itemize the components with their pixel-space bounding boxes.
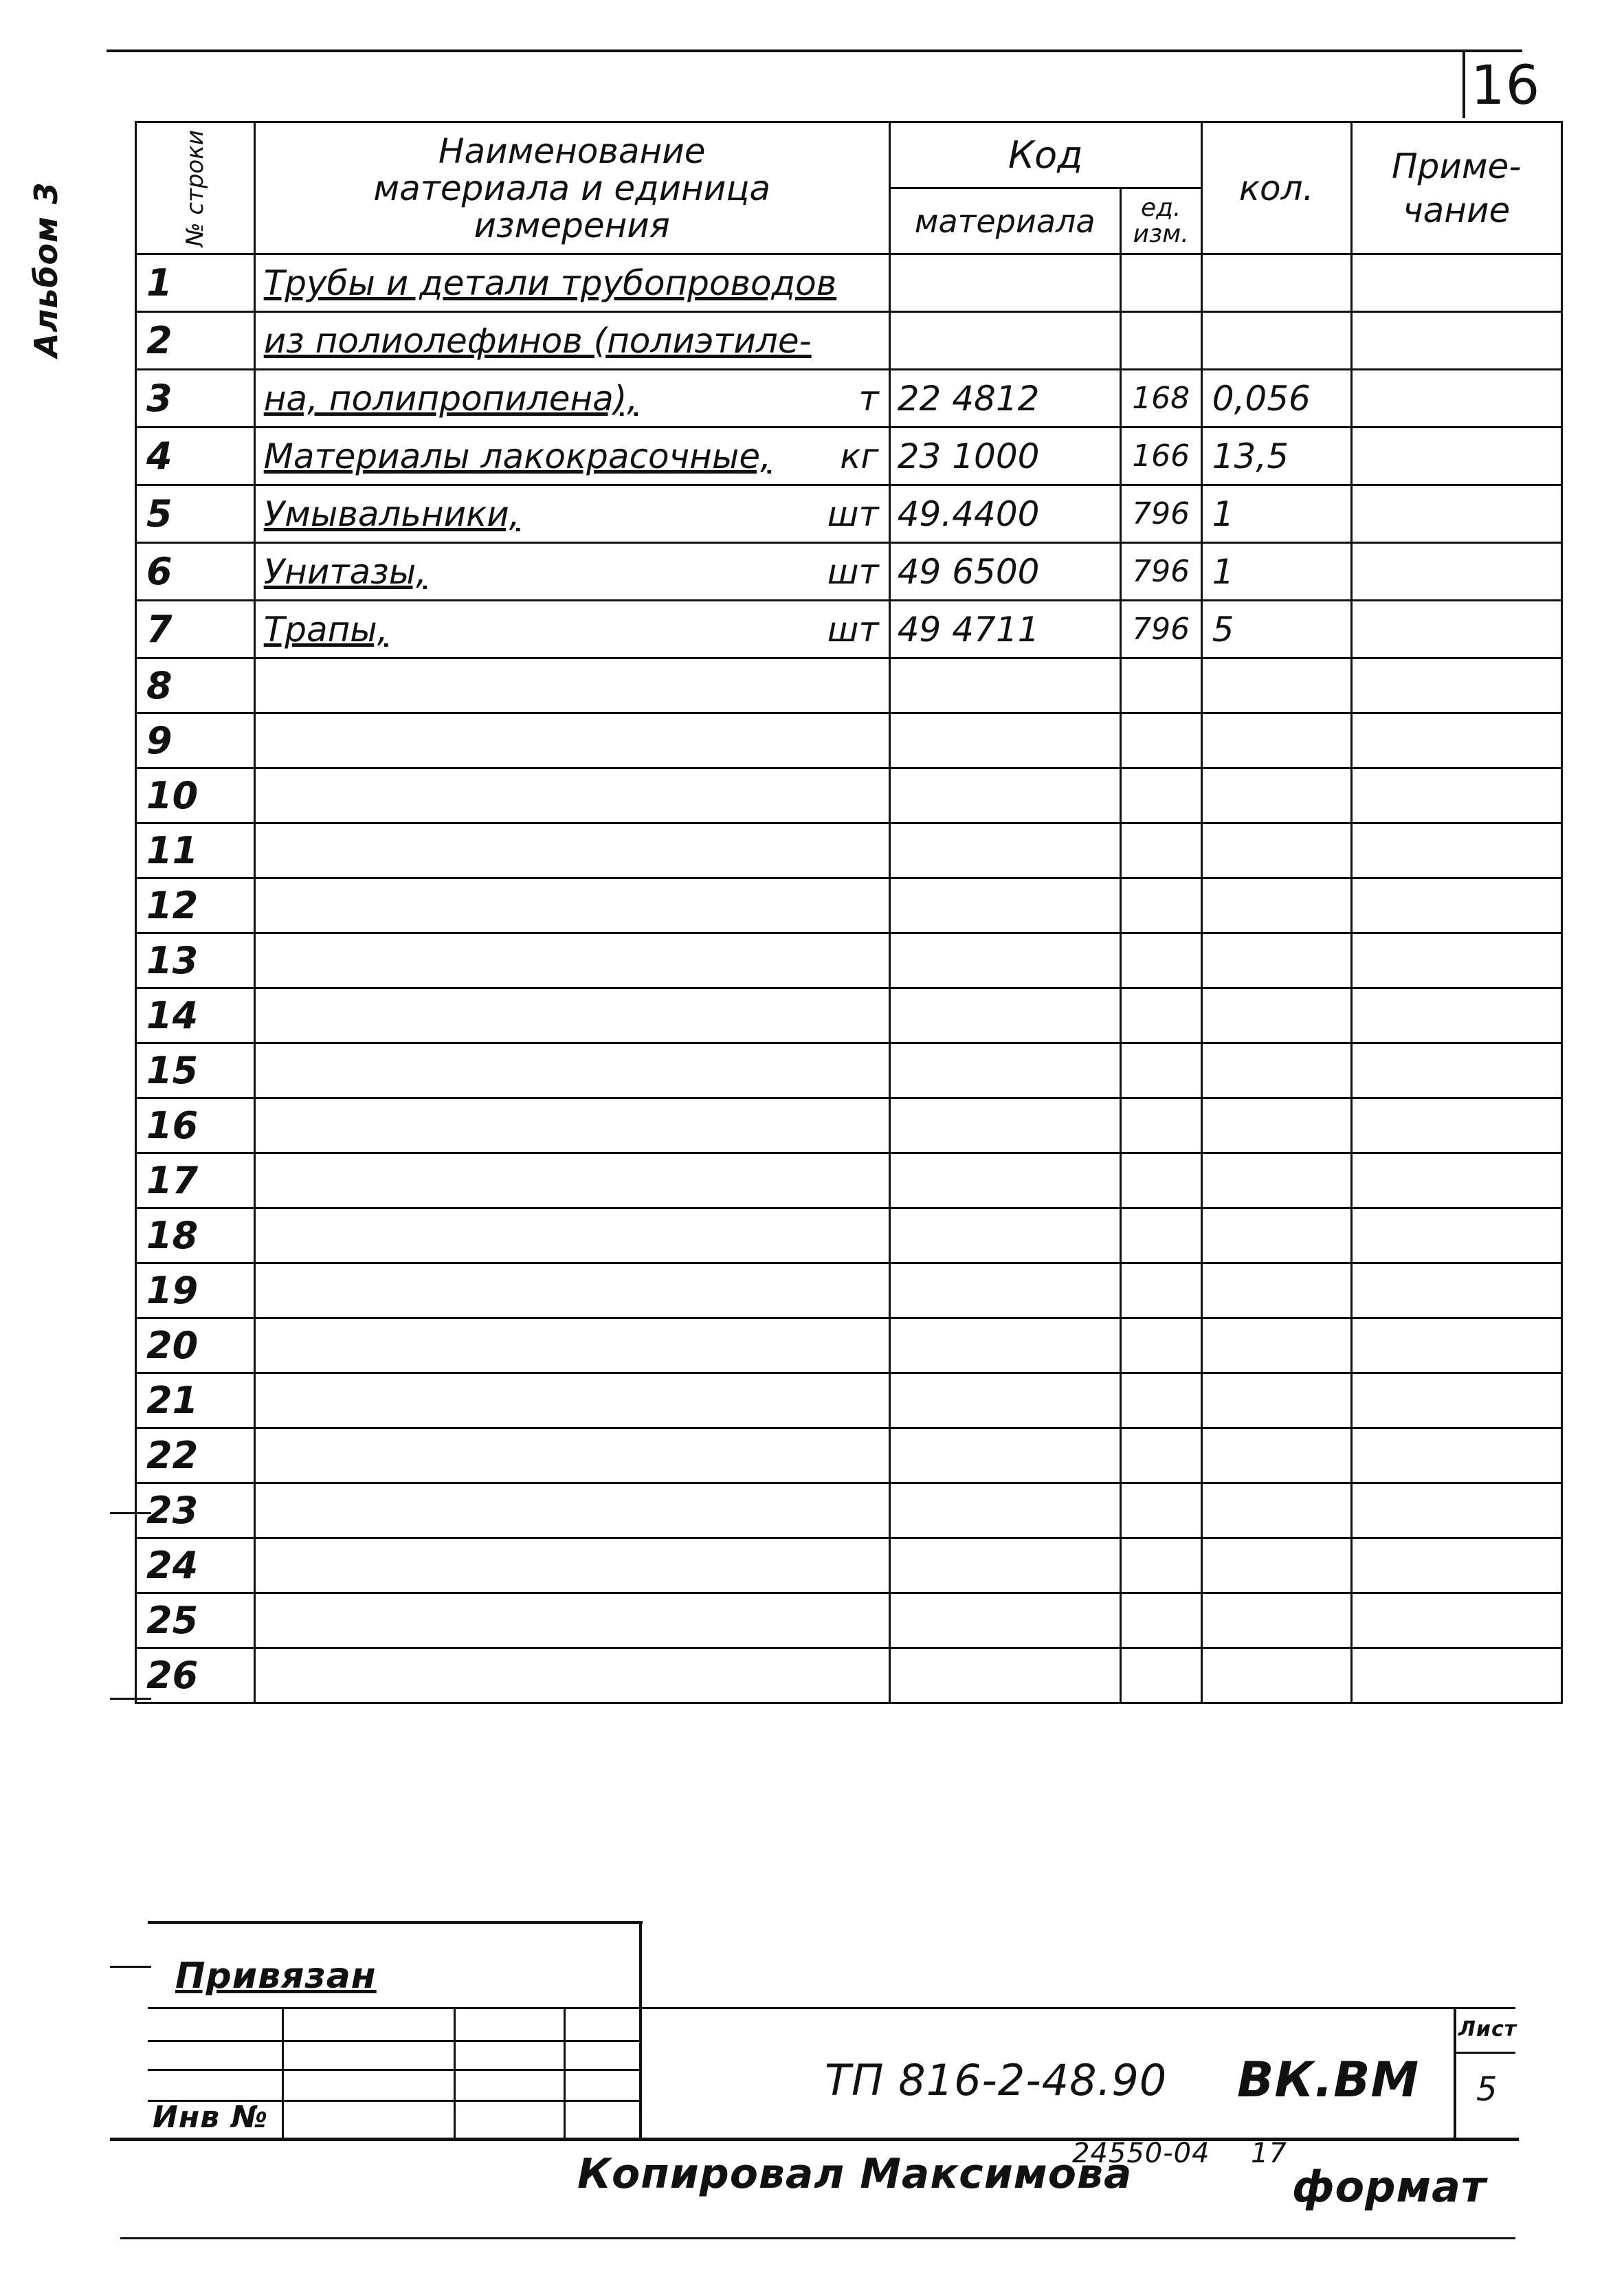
unit-code [1120,254,1201,312]
format-label: формат [1292,2162,1487,2212]
material-unit: шт [827,551,879,592]
order-number: 24550-04 [1072,2138,1210,2169]
material-name-text: Трубы и детали трубопроводов [263,263,837,303]
note [1351,933,1561,988]
quantity [1201,1153,1351,1208]
copied-by: Копировал Максимова [577,2150,1133,2198]
stamp-col-line [564,2007,566,2138]
material-code [889,713,1120,768]
stamp-divider [639,1921,642,2138]
unit-code [1120,1538,1201,1593]
row-number-header: № строки [136,122,255,254]
row-number: 23 [136,1483,255,1538]
code-unit-header: ед. изм. [1120,188,1201,254]
tied-label: Привязан [175,1955,377,1997]
note [1351,601,1561,658]
note [1351,1373,1561,1428]
unit-code [1120,988,1201,1043]
name-header: Наименование материала и единица измерения [254,122,889,254]
quantity [1201,1648,1351,1703]
quantity: 1 [1201,543,1351,601]
table-row [136,1098,1562,1153]
quantity [1201,1483,1351,1538]
unit-code [1120,1043,1201,1098]
quantity [1201,1538,1351,1593]
material-unit: шт [827,494,879,534]
material-code: 49 4711 [889,601,1120,658]
row-number: 22 [136,1428,255,1483]
quantity [1201,713,1351,768]
note [1351,988,1561,1043]
material-name [254,1153,889,1208]
material-code [889,988,1120,1043]
table-row [136,1318,1562,1373]
material-code [889,312,1120,370]
unit-code: 168 [1120,370,1201,428]
material-code [889,1593,1120,1648]
note [1351,878,1561,933]
stamp-row-line [148,2040,641,2042]
side-label: Альбом 3 [27,181,65,357]
material-code [889,1098,1120,1153]
table-row [136,1483,1562,1538]
material-unit: шт [827,609,879,650]
material-name [254,1648,889,1703]
unit-code [1120,1648,1201,1703]
unit-code [1120,878,1201,933]
material-name [254,312,889,370]
material-name [254,878,889,933]
stamp-row-line [148,2007,1515,2009]
material-code [889,933,1120,988]
unit-code [1120,713,1201,768]
quantity [1201,1208,1351,1263]
unit-code [1120,1593,1201,1648]
material-code [889,1318,1120,1373]
unit-code [1120,1373,1201,1428]
table-row [136,658,1562,713]
row-number: 18 [136,1208,255,1263]
table-row [136,485,1562,543]
unit-code [1120,1153,1201,1208]
unit-code [1120,1263,1201,1318]
stamp-col-line [282,2007,284,2138]
row-number: 6 [136,543,255,601]
row-number: 7 [136,601,255,658]
table-row [136,1208,1562,1263]
sheet-box-divider [1454,2007,1456,2138]
row-number: 2 [136,312,255,370]
note [1351,1153,1561,1208]
unit-code [1120,1208,1201,1263]
row-number: 11 [136,823,255,878]
table-row [136,878,1562,933]
quantity: 5 [1201,601,1351,658]
material-name [254,1098,889,1153]
material-name-text: Умывальники, [263,494,520,534]
bottom-margin-line [120,2237,1515,2239]
unit-code [1120,768,1201,823]
code-material-header: материала [889,188,1120,254]
unit-code: 796 [1120,543,1201,601]
table-row [136,370,1562,428]
unit-code [1120,312,1201,370]
quantity [1201,1428,1351,1483]
material-code [889,1153,1120,1208]
material-name [254,823,889,878]
quantity [1201,1373,1351,1428]
sheet-number: 5 [1476,2070,1498,2109]
row-number: 13 [136,933,255,988]
qty-header: кол. [1201,122,1351,254]
material-name-text: на, полипропилена), [263,378,638,419]
quantity [1201,1098,1351,1153]
quantity [1201,1318,1351,1373]
row-number: 15 [136,1043,255,1098]
material-name [254,1208,889,1263]
quantity [1201,254,1351,312]
note [1351,1098,1561,1153]
quantity: 1 [1201,485,1351,543]
material-name [254,1483,889,1538]
table-row [136,312,1562,370]
material-name [254,370,889,428]
quantity [1201,878,1351,933]
unit-code [1120,1318,1201,1373]
unit-code: 166 [1120,428,1201,485]
inventory-number-label: Инв № [153,2100,269,2135]
material-name [254,658,889,713]
table-row [136,768,1562,823]
table-row [136,713,1562,768]
material-name [254,601,889,658]
table-row [136,1648,1562,1703]
note-header: Приме- чание [1351,122,1561,254]
table-row [136,254,1562,312]
note [1351,1263,1561,1318]
quantity [1201,768,1351,823]
row-number: 10 [136,768,255,823]
material-code [889,658,1120,713]
material-code [889,1483,1120,1538]
footer-line [110,2138,1519,2141]
quantity [1201,1043,1351,1098]
note [1351,1043,1561,1098]
note [1351,713,1561,768]
stamp-top-line [148,1921,643,1924]
row-number: 14 [136,988,255,1043]
table-row [136,933,1562,988]
material-code [889,1373,1120,1428]
row-number: 8 [136,658,255,713]
row-number: 3 [136,370,255,428]
material-unit: кг [840,436,879,476]
note [1351,312,1561,370]
note [1351,1538,1561,1593]
unit-code [1120,1428,1201,1483]
quantity: 13,5 [1201,428,1351,485]
material-code [889,1043,1120,1098]
row-number: 17 [136,1153,255,1208]
material-code: 22 4812 [889,370,1120,428]
page-number: 16 [1471,55,1541,117]
material-name [254,1263,889,1318]
table-row [136,1373,1562,1428]
row-number: 19 [136,1263,255,1318]
material-name [254,768,889,823]
row-number: 12 [136,878,255,933]
quantity [1201,988,1351,1043]
note [1351,1593,1561,1648]
table-row [136,1428,1562,1483]
row-number: 5 [136,485,255,543]
material-name-text: Трапы, [263,609,388,650]
note [1351,1648,1561,1703]
material-unit: т [858,378,879,419]
material-code [889,878,1120,933]
row-number: 16 [136,1098,255,1153]
material-code [889,823,1120,878]
note [1351,485,1561,543]
quantity [1201,823,1351,878]
material-code [889,254,1120,312]
table-row [136,428,1562,485]
unit-code [1120,1098,1201,1153]
unit-code [1120,933,1201,988]
note [1351,428,1561,485]
material-code [889,1263,1120,1318]
unit-code [1120,658,1201,713]
table-row [136,601,1562,658]
material-name [254,933,889,988]
unit-code: 796 [1120,485,1201,543]
unit-code [1120,823,1201,878]
table-row [136,823,1562,878]
quantity [1201,658,1351,713]
quantity [1201,1593,1351,1648]
material-name-text: Унитазы, [263,551,427,592]
note [1351,1318,1561,1373]
material-code [889,1428,1120,1483]
row-number: 20 [136,1318,255,1373]
section-code: ВК.ВМ [1237,2052,1420,2108]
note [1351,658,1561,713]
table-row [136,988,1562,1043]
stamp-col-line [454,2007,456,2138]
top-border-line [107,49,1522,52]
page-number-divider [1462,49,1465,118]
quantity [1201,1263,1351,1318]
row-number: 9 [136,713,255,768]
order-suffix: 17 [1251,2138,1287,2169]
material-name [254,1373,889,1428]
material-name [254,254,889,312]
note [1351,370,1561,428]
material-code: 49.4400 [889,485,1120,543]
material-name [254,988,889,1043]
material-code: 49 6500 [889,543,1120,601]
material-name [254,1593,889,1648]
row-number: 4 [136,428,255,485]
material-name [254,428,889,485]
sheet-label: Лист [1458,2017,1517,2041]
note [1351,543,1561,601]
row-number: 24 [136,1538,255,1593]
table-row [136,1263,1562,1318]
note [1351,1428,1561,1483]
quantity: 0,056 [1201,370,1351,428]
note [1351,768,1561,823]
row-number: 1 [136,254,255,312]
note [1351,1208,1561,1263]
material-name [254,1318,889,1373]
table-row [136,1593,1562,1648]
note [1351,1483,1561,1538]
material-code [889,1538,1120,1593]
table-row [136,543,1562,601]
material-name [254,485,889,543]
material-code [889,768,1120,823]
table-row [136,1538,1562,1593]
material-name [254,1043,889,1098]
material-code [889,1648,1120,1703]
document-code: ТП 816-2-48.90 [825,2055,1168,2105]
sheet-box-line [1454,2052,1515,2054]
material-code: 23 1000 [889,428,1120,485]
note [1351,254,1561,312]
code-header: Код [889,122,1201,188]
material-name [254,713,889,768]
quantity [1201,933,1351,988]
material-name [254,1428,889,1483]
unit-code: 796 [1120,601,1201,658]
row-number: 21 [136,1373,255,1428]
material-name [254,1538,889,1593]
table-row [136,1043,1562,1098]
stamp-row-line [148,2069,641,2071]
material-name-text: из полиолефинов (полиэтиле- [263,320,812,361]
margin-tick [110,1966,151,1968]
quantity [1201,312,1351,370]
material-name [254,543,889,601]
table-row [136,1153,1562,1208]
material-name-text: Материалы лакокрасочные, [263,436,771,476]
material-spec-table [135,121,1563,1704]
note [1351,823,1561,878]
unit-code [1120,1483,1201,1538]
material-code [889,1208,1120,1263]
row-number: 25 [136,1593,255,1648]
row-number: 26 [136,1648,255,1703]
